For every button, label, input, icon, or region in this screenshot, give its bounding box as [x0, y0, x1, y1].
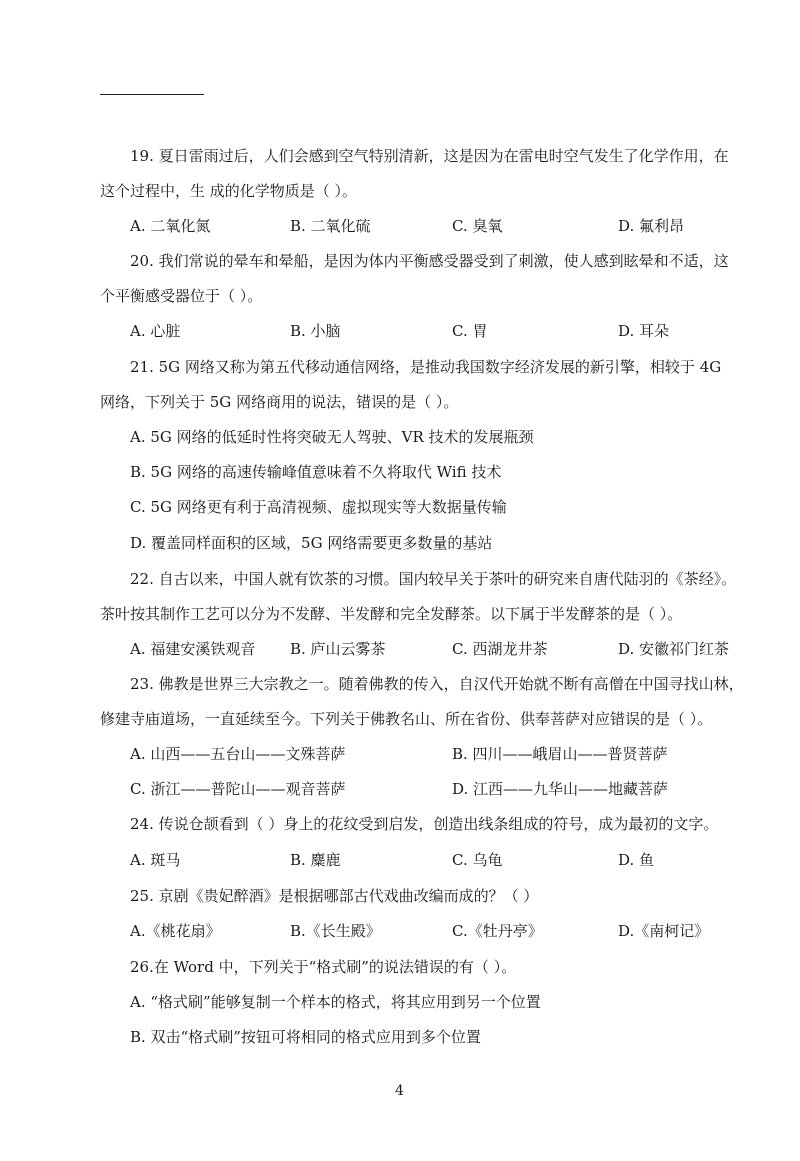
q22-option-a: A. 福建安溪铁观音	[130, 640, 256, 658]
q19-option-c: C. 臭氧	[452, 217, 503, 235]
q24-option-c: C. 乌龟	[452, 851, 503, 869]
q21-option-c: C. 5G 网络更有利于高清视频、虚拟现实等大数据量传输	[130, 498, 507, 516]
q21-option-b: B. 5G 网络的高速传输峰值意味着不久将取代 Wifi 技术	[130, 463, 502, 481]
q23-option-a: A. 山西——五台山——文殊菩萨	[130, 745, 346, 763]
q26-stem-line1: 26.在 Word 中，下列关于“格式刷”的说法错误的有（ ）。	[130, 958, 517, 976]
q19-option-b: B. 二氧化硫	[290, 217, 371, 235]
q26-option-b: B. 双击“格式刷”按钮可将相同的格式应用到多个位置	[130, 1028, 481, 1046]
page-number: 4	[395, 1083, 404, 1099]
q25-stem-line1: 25. 京剧《贵妃醉酒》是根据哪部古代戏曲改编而成的？（ ）	[130, 887, 539, 905]
q23-stem-line2: 修建寺庙道场，一直延续至今。下列关于佛教名山、所在省份、供奉菩萨对应错误的是（ ）。	[100, 710, 713, 728]
q20-stem-line2: 个平衡感受器位于（ ）。	[100, 287, 263, 305]
q19-option-d: D. 氟利昂	[618, 217, 685, 235]
q21-stem-line1: 21. 5G 网络又称为第五代移动通信网络，是推动我国数字经济发展的新引擎，相较于 4G	[130, 358, 722, 376]
q25-option-a: A.《桃花扇》	[130, 922, 221, 940]
q19-option-a: A. 二氧化氮	[130, 217, 211, 235]
q21-option-d: D. 覆盖同样面积的区域，5G 网络需要更多数量的基站	[130, 534, 493, 552]
q24-option-b: B. 麋鹿	[290, 851, 341, 869]
q23-option-d: D. 江西——九华山——地藏菩萨	[452, 780, 669, 798]
q20-option-b: B. 小脑	[290, 322, 341, 340]
q21-option-a: A. 5G 网络的低延时性将突破无人驾驶、VR 技术的发展瓶颈	[130, 428, 534, 446]
q26-option-a: A. “格式刷”能够复制一个样本的格式，将其应用到另一个位置	[130, 993, 541, 1011]
q23-option-b: B. 四川——峨眉山——普贤菩萨	[452, 745, 668, 763]
q24-option-d: D. 鱼	[618, 851, 655, 869]
top-rule-divider	[100, 94, 204, 95]
q25-option-b: B.《长生殿》	[290, 922, 381, 940]
q24-option-a: A. 斑马	[130, 851, 181, 869]
q20-stem-line1: 20. 我们常说的晕车和晕船，是因为体内平衡感受器受到了刺激，使人感到眩晕和不适，这	[130, 252, 729, 270]
q25-option-c: C.《牡丹亭》	[452, 922, 543, 940]
q22-stem-line2: 茶叶按其制作工艺可以分为不发酵、半发酵和完全发酵茶。以下属于半发酵茶的是（ ）。	[100, 605, 683, 623]
q20-option-d: D. 耳朵	[618, 322, 670, 340]
q19-stem-line2: 这个过程中，生 成的化学物质是（ ）。	[100, 182, 358, 200]
q19-stem-line1: 19. 夏日雷雨过后，人们会感到空气特别清新，这是因为在雷电时空气发生了化学作用，在	[130, 147, 729, 165]
q23-option-c: C. 浙江——普陀山——观音菩萨	[130, 780, 346, 798]
q25-option-d: D.《南柯记》	[618, 922, 710, 940]
q20-option-a: A. 心脏	[130, 322, 181, 340]
q20-option-c: C. 胃	[452, 322, 488, 340]
q22-option-d: D. 安徽祁门红茶	[618, 640, 730, 658]
q22-option-b: B. 庐山云雾茶	[290, 640, 386, 658]
q24-stem-line1: 24. 传说仓颉看到（ ）身上的花纹受到启发，创造出线条组成的符号，成为最初的文字。	[130, 815, 719, 833]
q21-stem-line2: 网络，下列关于 5G 网络商用的说法，错误的是（ ）。	[100, 393, 459, 411]
q23-stem-line1: 23. 佛教是世界三大宗教之一。随着佛教的传入，自汉代开始就不断有高僧在中国寻找山林，	[130, 675, 744, 693]
q22-option-c: C. 西湖龙井茶	[452, 640, 548, 658]
q22-stem-line1: 22. 自古以来，中国人就有饮茶的习惯。国内较早关于茶叶的研究来自唐代陆羽的《茶经》。	[130, 570, 737, 588]
